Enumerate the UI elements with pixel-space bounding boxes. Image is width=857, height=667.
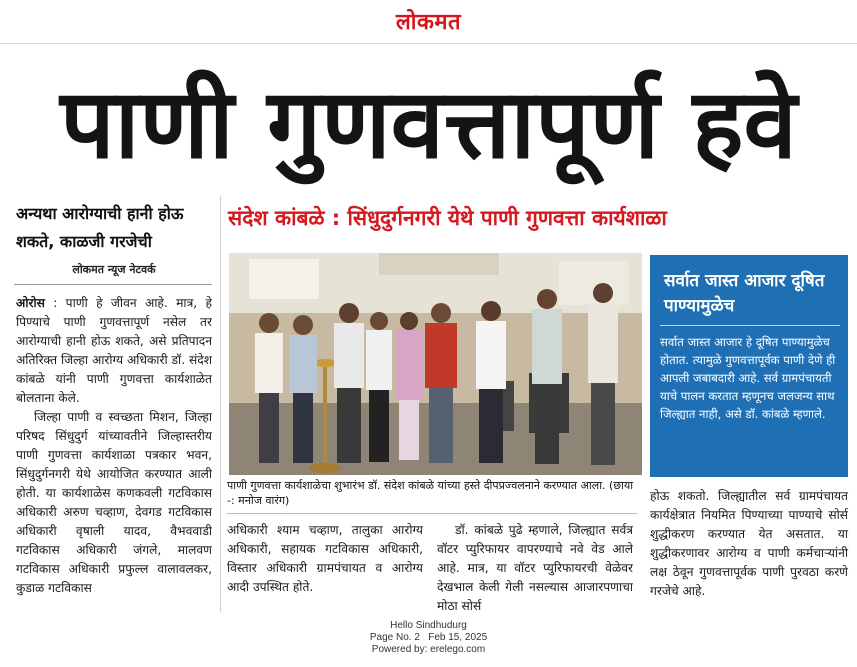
lead-text: : पाणी हे जीवन आहे. मात्र, हे पिण्याचे पाणी गुणवत्तापूर्ण नसेल तर आरोग्याची हानी होऊ शकते, असे प्रतिपादन अतिरिक्त जिल्हा आरोग्य अधिकारी डॉ. संदेश कांबळे यांनी पाणी गुणवत्ता कार्यशाळेत बोलताना केले.: [16, 296, 212, 405]
paragraph-3: अधिकारी श्याम चव्हाण, तालुका आरोग्य अधिकारी, सहायक गटविकास अधिकारी, विस्तार अधिकारी ग्रामपंचायत व आरोग्य आदी उपस्थित होते.: [227, 523, 423, 594]
event-photo: [229, 253, 642, 475]
sub-headline: अन्यथा आरोग्याची हानी होऊ शकते, काळजी गरजेची: [16, 204, 184, 251]
lamp-lighting-photo: [229, 253, 642, 475]
article-column-4: [650, 487, 848, 601]
byline: लोकमत न्यूज नेटवर्क: [72, 263, 156, 276]
article-column-2: [227, 521, 423, 597]
sidebar-title: सर्वात जास्त आजार दूषित पाण्यामुळेच: [664, 271, 825, 316]
article-strap: संदेश कांबळे : सिंधुदुर्गनगरी येथे पाणी गुणवत्ता कार्यशाळा: [228, 206, 667, 230]
person-1: [255, 313, 283, 463]
powered-by-link[interactable]: Powered by: erelego.com: [371, 644, 486, 655]
paragraph-2: जिल्हा पाणी व स्वच्छता मिशन, जिल्हा परिषद सिंधुदुर्ग यांच्यावतीने जिल्हास्तरीय पाणी गुणवत्ता कार्यशाळा पत्रकार भवन, सिंधुदुर्गनगरी येथे आयोजित करण्यात आली होती. या कार्यशाळेस कणकवली गटविकास अधिकारी अरुण चव्हाण, देवगड गटविकास अधिकारी वृषाली यादव, वैभववाडी गटविकास अधिकारी जंगले, मालवण गटविकास अधिकारी प्रफुल्ल वालावलकर, कुडाळ गटविकास: [16, 410, 212, 595]
article-column-1: [16, 294, 212, 612]
masthead-divider: [0, 43, 857, 44]
person-2: [289, 315, 317, 463]
paragraph-5: होऊ शकतो. जिल्ह्यातील सर्व ग्रामपंचायत कार्यक्षेत्रात नियमित पिण्याच्या पाण्याचे सोर्स शुद्धीकरण करण्यात येत असतात. या शुद्धीकरणावर आरोग्य व पाणी कर्मचाऱ्यांनी लक्ष ठेवून गुणवत्तापूर्वक पाणी पुरवठा करणे गरजेचे आहे.: [650, 489, 848, 598]
edition-name: Hello Sindhudurg: [390, 620, 467, 631]
person-9: [588, 283, 618, 465]
person-5: [395, 312, 423, 460]
paragraph-4: डॉ. कांबळे पुढे म्हणाले, जिल्ह्यात सर्वत्र वॉटर प्युरिफायर वापरण्याचे नवे वेड आले आहे. मात्र, या वॉटर प्युरिफायरची वेळेवर देखभाल केली गेली नसल्यास आजारपणाचा मोठा सोर्स: [437, 523, 633, 613]
dateline: ओरोस: [16, 296, 45, 310]
person-6: [425, 303, 457, 463]
column-divider: [220, 196, 221, 612]
page-info: Page No. 2 Feb 15, 2025: [369, 632, 488, 643]
sidebar-box: [650, 255, 848, 477]
headline: पाणी गुणवत्तापूर्ण हवे: [60, 68, 797, 180]
byline-divider: [14, 284, 212, 285]
photo-caption: पाणी गुणवत्ता कार्यशाळेचा शुभारंभ डॉ. संदेश कांबळे यांच्या हस्ते दीपप्रज्वलनाने करण्यात आला. (छाया -: मनोज वारंग): [227, 479, 634, 507]
sidebar-divider: [660, 325, 840, 326]
page-footer: [0, 620, 857, 656]
lead-paragraph: [16, 294, 212, 408]
sidebar-body: सर्वात जास्त आजार हे दूषित पाण्यामुळेच होतात. त्यामुळे गुणवत्तापूर्वक पाणी देणे ही आपली जबाबदारी आहे. सर्व ग्रामपंचायती याचे पालन करतात म्हणूनच जलजन्य साथ जिल्ह्यात नाही, असे डॉ. कांबळे म्हणाले.: [660, 335, 836, 421]
article-column-3: [437, 521, 633, 613]
person-7: [476, 301, 506, 463]
person-8: [532, 289, 562, 464]
caption-divider: [227, 513, 637, 514]
masthead: [0, 0, 857, 44]
person-4: [366, 312, 392, 462]
newspaper-logo[interactable]: लोकमत: [395, 9, 462, 35]
person-3: [334, 303, 364, 463]
